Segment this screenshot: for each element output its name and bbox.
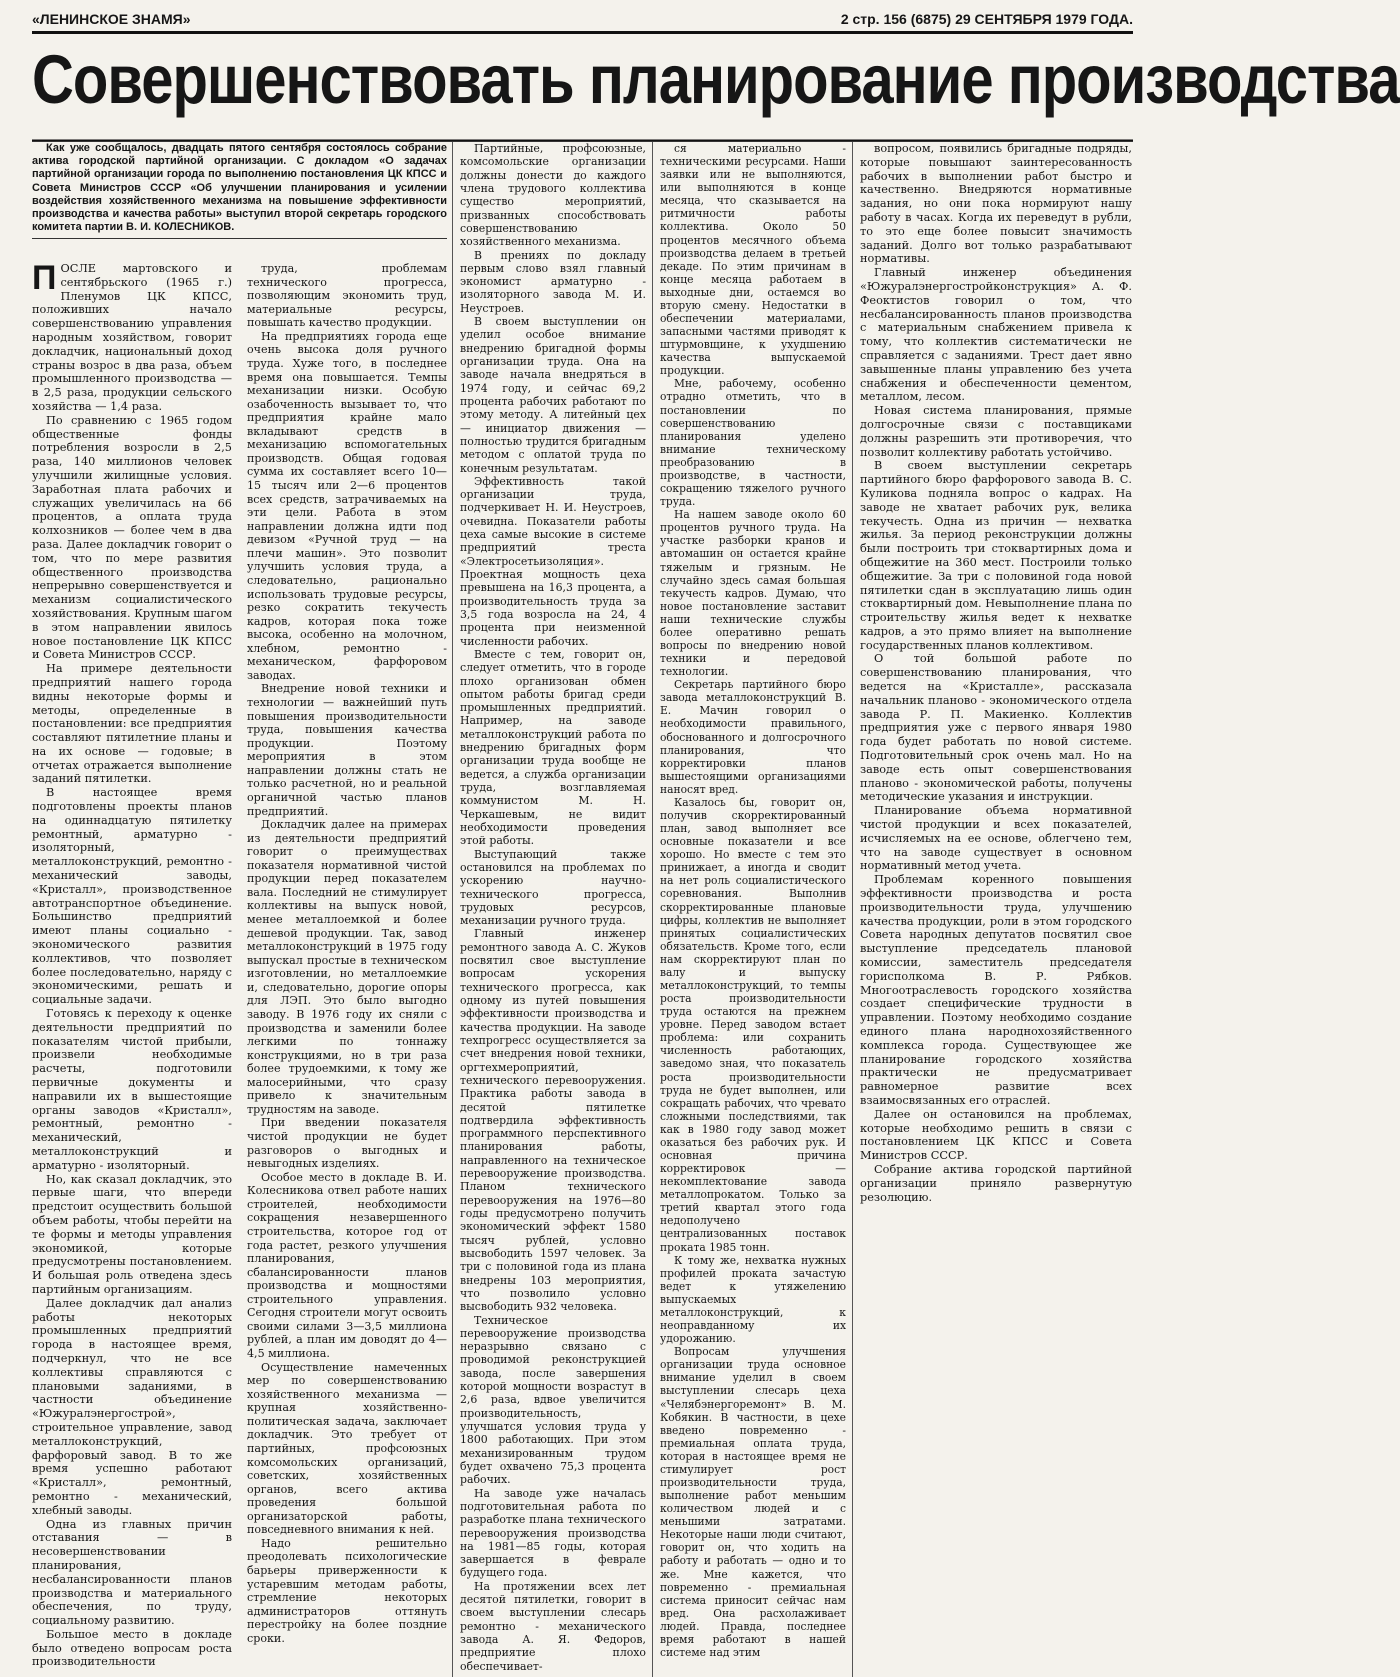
article-body	[32, 142, 1133, 1677]
newspaper-title: «ЛЕНИНСКОЕ ЗНАМЯ»	[32, 11, 191, 27]
article-paragraph: Одна из главных причин отставания — в несовершенствовании планирования, несбалансированности планов производства и материального обеспечения, по труду, социальному развитию.	[32, 1517, 232, 1628]
article-paragraph: Особое место в докладе В. И. Колесникова отвел работе наших строителей, необходимости сокращения незавершенного строительства, которое год от года растет, резкого улучшения планирования, сбалансированности планов производства и мощностями строительного управления. Сегодня строители могут освоить своими силами 3—3,5 миллиона рублей, а план им доводят до 4—4,5 миллиона.	[247, 1170, 447, 1360]
article-column-3	[460, 142, 646, 1677]
article-paragraph: Выступающий также остановился на проблемах по ускорению научно-технического прогресса, трудовых ресурсов, механизации ручного труда.	[460, 847, 646, 928]
article-paragraph: Собрание актива городской партийной организации приняло развернутую резолюцию.	[860, 1162, 1132, 1204]
article-column-4	[660, 142, 846, 1677]
article-paragraph: На предприятиях города еще очень высока доля ручного труда. Хуже того, в последнее время она повышается. Темпы механизации низки. Особую озабоченность вызывает то, что предприятия крайне мало вкладывают средств в механизацию вспомогательных производств. Общая годовая сумма их составляет всего 10—15 тысяч или 2—6 процентов всех средств, затрачиваемых на эти цели. Работа в этом направлении должна идти под девизом «Ручной труд — на плечи машин». Это позволит улучшить условия труда, а следовательно, рационально использовать трудовые ресурсы, резко сократить текучесть кадров, которая пока тоже высока, особенно на молочном, хлебном, ремонтно - механическом, фарфоровом заводах.	[247, 329, 447, 682]
article-paragraph: На нашем заводе около 60 процентов ручного труда. На участке разборки кранов и автомашин он остается крайне тяжелым и грязным. Не случайно здесь самая большая текучесть кадров. Думаю, что новое постановление заставит наши технические службы более оперативно решать вопросы по внедрению новой техники и передовой технологии.	[660, 508, 846, 679]
article-paragraph: Мне, рабочему, особенно отрадно отметить, что в постановлении по совершенствованию планирования уделено внимание техническому преобразованию в производстве, в частности, сокращению тяжелого ручного труда.	[660, 377, 846, 509]
article-paragraph: Секретарь партийного бюро завода металлоконструкций В. Е. Мачин говорил о необходимости правильного, обоснованного и долгосрочного планирования, что корректировки планов вышестоящими организациями наносят вред.	[660, 678, 846, 796]
article-paragraph: Большое место в докладе было отведено вопросам роста производительности	[32, 1627, 232, 1669]
drop-cap: П	[32, 259, 57, 297]
article-paragraph	[32, 259, 232, 414]
article-paragraph: Вместе с тем, говорит он, следует отметить, что в городе плохо организован обмен опытом работы бригад среди промышленных предприятий. Например, на заводе металлоконструкций работа по внедрению бригадных форм организации труда вообще не ведется, а служба организации труда, возглавляемая коммунистом М. Н. Черкашевым, не видит необходимости проведения этой работы.	[460, 647, 646, 848]
article-paragraph: Главный инженер ремонтного завода А. С. Жуков посвятил свое выступление вопросам ускорения технического прогресса, как одному из путей повышения эффективности производства и качества продукции. На заводе техпрогресс осуществляется за счет внедрения новой техники, оргтехмероприятий, технического перевооружения. Практика работы завода в десятой пятилетке подтвердила эффективность программного перспективного планирования работы, направленного на техническое перевооружение производства. Планом технического перевооружения на 1976—80 годы предусмотрено получить экономический эффект 1580 тысяч рублей, условно высвободить 1597 человек. За три с половиной года из плана внедрены 103 мероприятия, что позволило условно высвободить 932 человека.	[460, 927, 646, 1314]
article-paragraph: Партийные, профсоюзные, комсомольские организации должны донести до каждого члена трудового коллектива существо мероприятий, призванных способствовать совершенствованию хозяйственного механизма.	[460, 142, 646, 249]
article-paragraph: Готовясь к переходу к оценке деятельности предприятий по показателям чистой прибыли, произвели необходимые расчеты, подготовили первичные документы и направили их в вышестоящие органы заводов «Кристалл», ремонтный, ремонтно - механический, металлоконструкций и арматурно - изоляторный.	[32, 1007, 232, 1172]
article-paragraph: На заводе уже началась подготовительная работа по разработке плана технического перевооружения производства на 1981—85 годы, которая завершается в феврале будущего года.	[460, 1486, 646, 1580]
article-paragraph: В своем выступлении секретарь партийного бюро фарфорового завода В. С. Куликова подняла вопрос о кадрах. На заводе не хватает рабочих рук, велика текучесть. Одна из причин — нехватка жилья. За период реконструкции должны были построить три стоквартирных дома и общежитие на 360 мест. Построили только общежитие. За три с половиной года новой пятилетки сдан в эксплуатацию лишь один стоквартирный дом. Невыполнение плана по строительству жилья ведет к нехватке кадров, а это прямо влияет на выполнение государственных планов коллективом.	[860, 459, 1132, 652]
lead-text: Как уже сообщалось, двадцать пятого сентября состоялось собрание актива городской партийной организации. С докладом «О задачах партийной организации города по выполнению постановления ЦК КПСС и Совета Министров СССР «Об улучшении планирования и усилении воздействия хозяйственного механизма на повышение эффективности производства и качества работы» выступил второй секретарь городского комитета партии В. И. КОЛЕСНИКОВ.	[32, 142, 447, 234]
article-paragraph: По сравнению с 1965 годом общественные фонды потребления возросли в 2,5 раза, 140 миллионов человек улучшили жилищные условия. Заработная плата рабочих и служащих увеличилась на 66 процентов, а оплата труда колхозников — более чем в два раза. Далее докладчик говорит о том, что по мере развития общественного производства непрерывно совершенствуется и механизм социалистического хозяйствования. Крупным шагом в этом направлении явилось новое постановление ЦК КПСС и Совета Министров СССР.	[32, 413, 232, 662]
article-paragraph: вопросом, появились бригадные подряды, которые повышают заинтересованность рабочих в выполнении работ быстро и качественно. Внедряются нормативные задания, но они пока нормируют нашу работу в часах. Когда их переведут в рубли, то это еще более повысит значимость заданий. Долго вот только разрабатывают нормативы.	[860, 142, 1132, 266]
article-paragraph: Проблемам коренного повышения эффективности производства и роста производительности труда, улучшению качества продукции, роли в этом городского Совета народных депутатов посвятил свое выступление председатель плановой комиссии, заместитель председателя горисполкома В. Р. Рябков. Многоотраслевость городского хозяйства создает специфические трудности в управлении. Поэтому необходимо создание единого плана народнохозяйственного комплекса города. Существующее же планирование городского хозяйства практически не предусматривает равномерное развитие всех взаимосвязанных его отраслей.	[860, 873, 1132, 1107]
article-paragraph: В прениях по докладу первым слово взял главный экономист арматурно - изоляторного завода М. И. Неустроев.	[460, 248, 646, 315]
article-paragraph: труда, проблемам технического прогресса, позволяющим экономить труд, материальные ресурсы, повышать качество продукции.	[247, 262, 447, 330]
article-paragraph: Внедрение новой техники и технологии — важнейший путь повышения производительности труда, повышения качества продукции. Поэтому мероприятия в этом направлении должны стать не только расчетной, но и реальной органичной частью планов предприятий.	[247, 682, 447, 818]
issue-info: 2 стр. 156 (6875) 29 СЕНТЯБРЯ 1979 ГОДА.	[840, 11, 1133, 27]
paragraph-text: ОСЛЕ мартовского и сентябрьского (1965 г.) Пленумов ЦК КПСС, положивших начало совершенствованию управления народным хозяйством, говорит докладчик, национальный доход страны возрос в два раза, объем промышленного производства — в 2,5 раза, продукции сельского хозяйства — 1,4 раза.	[32, 262, 232, 413]
article-paragraph: Надо решительно преодолевать психологические барьеры приверженности к устаревшим методам работы, стремление некоторых администраторов оттянуть перестройку на более поздние сроки.	[247, 1536, 447, 1645]
article-column-1	[32, 259, 232, 1677]
article-paragraph: Техническое перевооружение производства неразрывно связано с проводимой реконструкцией завода, после завершения которой мощности возрастут в 2,6 раза, вдвое увеличится производительность, улучшатся условия труда у 1800 работающих. При этом механизированным трудом будет охвачено 75,3 процента рабочих.	[460, 1313, 646, 1487]
article-paragraph: ся материально - техническими ресурсами. Наши заявки или не выполняются, или выполняются в конце месяца, что сказывается на ритмичности работы коллектива. Около 50 процентов месячного объема производства делаем в третьей декаде. По этим причинам в конце месяца работаем в выходные дни, остаемся во вторую смену. Недостатки в обеспечении материалами, запасными частями приводят к штурмовщине, к ухудшению качества выпускаемой продукции.	[660, 142, 846, 378]
article-paragraph: Казалось бы, говорит он, получив скорректированный план, завод выполняет все основные показатели и все хорошо. Но вместе с тем это принижает, а иногда и сводит на нет роль социалистического соревнования. Выполнив скорректированные плановые цифры, коллектив не выполняет принятых социалистических обязательств. Кроме того, если нам скорректируют план по валу и выпуску металлоконструкций, то темпы роста производительности труда остаются на прежнем уровне. Перед заводом встает проблема: или сохранить численность работающих, заведомо зная, что показатель роста производительности труда не будет выполнен, или сокращать рабочих, что чревато сложными последствиями, так как в 1980 году завод может оказаться без рабочих рук. И основная причина корректировок — некомплектование завода металлопрокатом. Только за третий квартал этого года недополучено централизованных поставок проката 1985 тонн.	[660, 795, 846, 1254]
article-paragraph: На примере деятельности предприятий нашего города видны некоторые формы и методы, определенные в постановлении: все предприятия составляют пятилетние планы и на их основе — годовые; в отчетах отражается выполнение заданий пятилетки.	[32, 662, 232, 786]
article-paragraph: При введении показателя чистой продукции не будет разговоров о выгодных и невыгодных изделиях.	[247, 1116, 447, 1171]
article-paragraph: В настоящее время подготовлены проекты планов на одиннадцатую пятилетку ремонтный, арматурно - изоляторный, металлоконструкций, ремонтно - механический заводы, «Кристалл», производственное автотранспортное объединение. Большинство предприятий имеют планы социально - экономического развития коллективов, что позволяет более последовательно, наряду с экономическими, решать и социальные задачи.	[32, 786, 232, 1007]
article-paragraph: Главный инженер объединения «Южуралэнергостройконструкция» А. Ф. Феоктистов говорил о том, что несбалансированность планов производства с материальным снабжением привела к тому, что коллектив систематически не справляется с заданиями. Трест дает явно завышенные планы управлению без учета снабжения и обеспеченности цементом, металлом, лесом.	[860, 266, 1132, 404]
article-paragraph: Планирование объема нормативной чистой продукции и всех показателей, исчисляемых на ее основе, облегчено тем, что на заводе существует в основном нормативный метод учета.	[860, 804, 1132, 873]
article-paragraph: Эффективность такой организации труда, подчеркивает Н. И. Неустроев, очевидна. Показатели работы цеха самые высокие в системе предприятий треста «Электросетьизоляция». Проектная мощность цеха превышена на 16,3 процента, а производительность труда за 3,5 года возросла на 24, 4 процента при неизменной численности рабочих.	[460, 474, 646, 648]
article-paragraph: Но, как сказал докладчик, это первые шаги, что впереди предстоит осуществить большой объем работы, чтобы перейти на те формы и методы управления экономикой, которые предусмотрены постановлением. И большая роль отведена здесь партийным организациям.	[32, 1172, 232, 1296]
article-paragraph: Докладчик далее на примерах из деятельности предприятий говорит о преимуществах показателя нормативной чистой продукции перед показателем вала. Последний не стимулирует коллективы на выпуск новой, менее металлоемкой и более дешевой продукции. Так, завод металлоконструкций в 1975 году выпускал простые в техническом изготовлении, но металлоемкие и, следовательно, дорогие опоры для ЛЭП. Это было выгодно заводу. В 1976 году их сняли с производства и заменили более легкими по тоннажу конструкциями, но в три раза более трудоемкими, к тому же малосерийными, что сразу привело к значительным трудностям на заводе.	[247, 818, 447, 1116]
article-paragraph: На протяжении всех лет десятой пятилетки, говорит в своем выступлении слесарь ремонтно - механического завода А. Я. Федоров, предприятие плохо обеспечивает-	[460, 1579, 646, 1673]
article-lead	[32, 142, 447, 239]
article-paragraph: Далее он остановился на проблемах, которые необходимо решить в связи с постановлением ЦК КПСС и Совета Министров СССР.	[860, 1107, 1132, 1163]
column-rule	[852, 142, 853, 1677]
column-rule	[652, 142, 653, 1677]
masthead	[32, 10, 1133, 34]
article-paragraph: Далее докладчик дал анализ работы некоторых промышленных предприятий города в настоящее время, подчеркнул, что не все коллективы справляются с плановыми заданиями, в частности объединение «Южуралэнергострой», строительное управление, завод металлоконструкций, фарфоровый завод. В то же время успешно работают «Кристалл», ремонтный, ремонтно - механический, хлебный заводы.	[32, 1296, 232, 1517]
article-paragraph: В своем выступлении он уделил особое внимание внедрению бригадной формы организации труда. Она на заводе начала внедряться в 1974 году, и сейчас 69,2 процента рабочих работают по этому методу. А литейный цех — инициатор движения — полностью трудится бригадным методом с оплатой труда по конечным результатам.	[460, 315, 646, 475]
article-column-2	[247, 262, 447, 1677]
article-paragraph: Вопросам улучшения организации труда основное внимание уделил в своем выступлении слесарь цеха «Челябэнергоремонт» В. М. Кобякин. В частности, в цехе введено повременно - премиальная оплата труда, которая в настоящее время не стимулирует рост производительности труда, выполнение работ меньшим количеством людей и с меньшими затратами. Некоторые наши люди считают, говорит он, что ходить на работу и работать — одно и то же. Мне кажется, что повременно - премиальная система приносит сейчас нам вред. Она расхолаживает людей. Правда, последнее время работают в нашей системе над этим	[660, 1345, 846, 1659]
article-column-5	[860, 142, 1132, 1677]
article-paragraph: О той большой работе по совершенствованию планирования, что ведется на «Кристалле», рассказала начальник планово - экономического отдела завода Р. П. Макиенко. Коллектив предприятия уже с первого января 1980 года будет работать по новой системе. Подготовительный срок очень мал. Но на заводе есть опыт совершенствования планово - экономической работы, получены методические указания и инструкции.	[860, 652, 1132, 804]
article-paragraph: Новая система планирования, прямые долгосрочные связи с поставщиками должны разрешить эти противоречия, что позволит коллективу работать устойчиво.	[860, 404, 1132, 459]
article-paragraph: К тому же, нехватка нужных профилей проката зачастую ведет к утяжелению выпускаемых металлоконструкций, к неоправданному их удорожанию.	[660, 1253, 846, 1346]
column-rule	[452, 142, 453, 1677]
article-headline: Совершенствовать планирование производства	[32, 38, 1133, 142]
article-paragraph: Осуществление намеченных мер по совершенствованию хозяйственного механизма — крупная хозяйственно-политическая задача, заключает докладчик. Это требует от партийных, профсоюзных комсомольских организаций, советских, хозяйственных органов, всего актива проведения большой организаторской работы, повседневного внимания к ней.	[247, 1360, 447, 1537]
